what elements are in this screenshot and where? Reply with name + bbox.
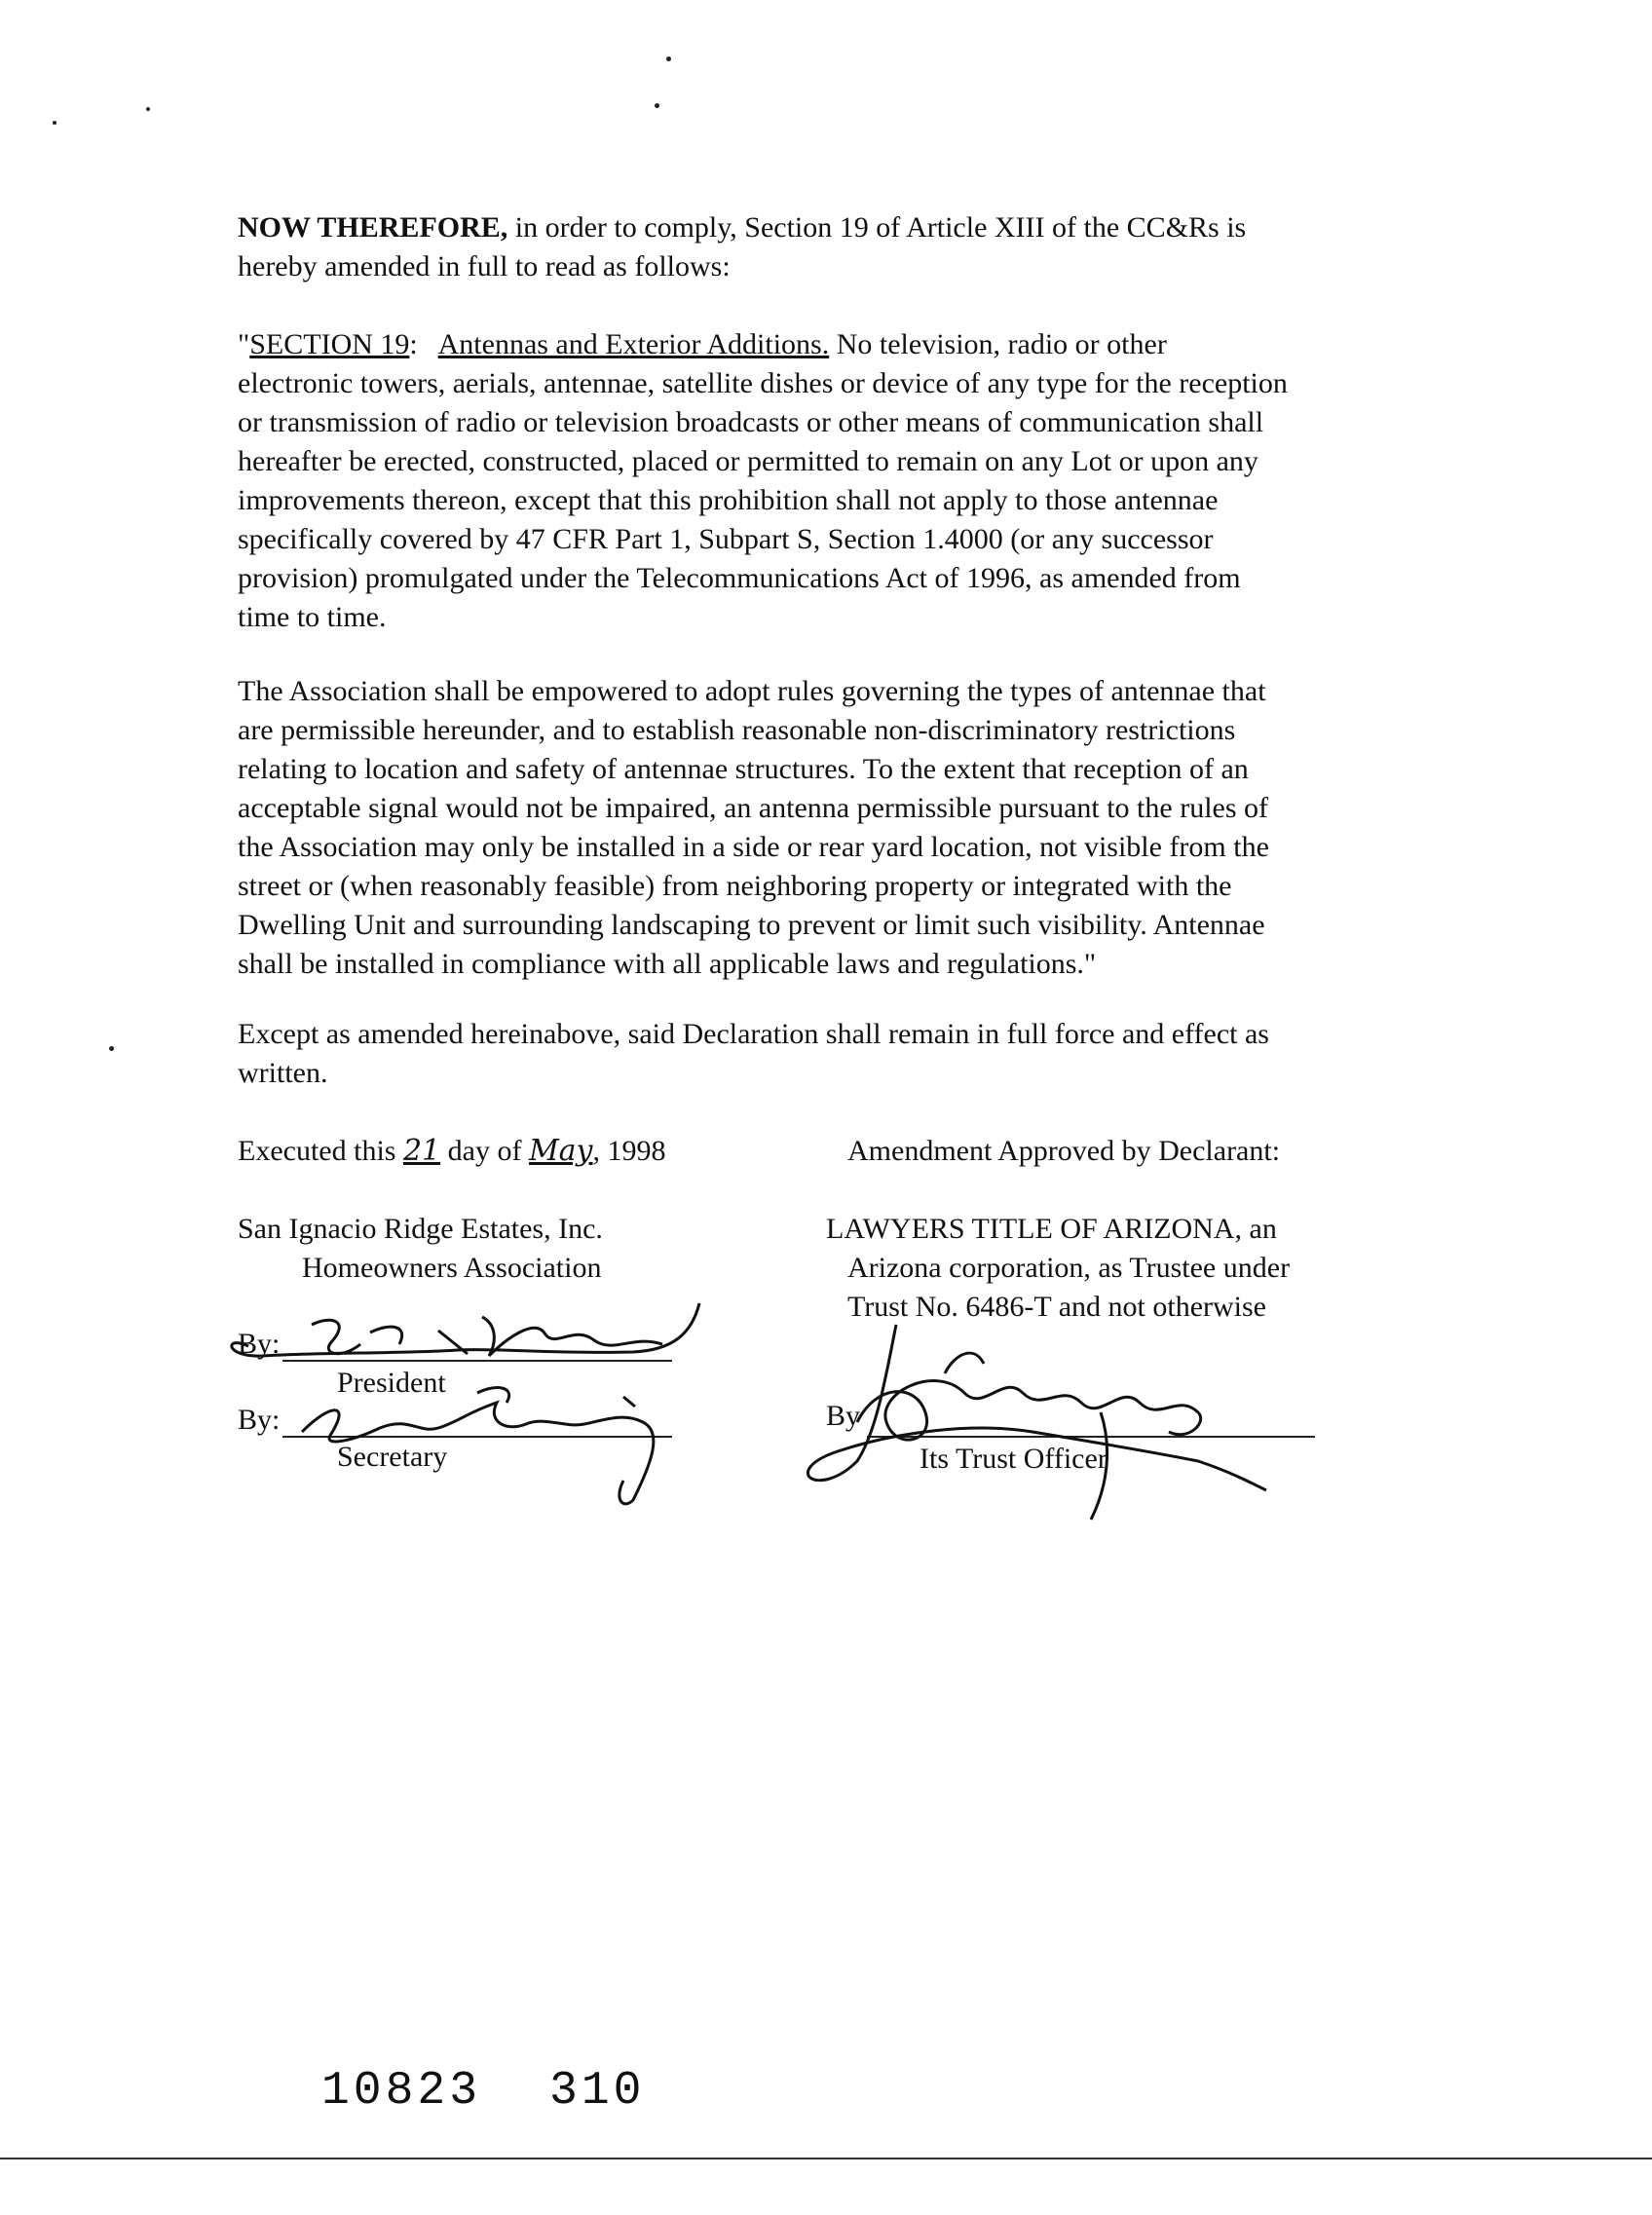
section-19-label: SECTION 19 — [249, 328, 410, 360]
section-19-line: improvements thereon, except that this prohibition shall not apply to those antennae — [238, 484, 1219, 516]
recording-book-number: 10823 — [321, 2065, 482, 2118]
except-paragraph — [238, 1015, 1407, 1093]
right-party-line-3: Trust No. 6486-T and not otherwise — [847, 1291, 1266, 1323]
scan-speck — [53, 121, 56, 125]
left-title-secretary: Secretary — [337, 1441, 448, 1473]
except-line: Except as amended hereinabove, said Declaration shall remain in full force and effect as — [238, 1018, 1269, 1050]
section-19-heading: Antennas and Exterior Additions. — [437, 328, 830, 360]
left-by-label-2: By: — [238, 1404, 281, 1436]
section-19-line: or transmission of radio or television broadcasts or other means of communication shall — [238, 406, 1264, 438]
approved-by-declarant: Amendment Approved by Declarant: — [847, 1135, 1281, 1167]
intro-line-1-text: in order to comply, Section 19 of Article XIII of the CC&Rs is — [507, 211, 1247, 244]
section-19-line: hereafter be erected, constructed, placed or permitted to remain on any Lot or upon any — [238, 445, 1258, 477]
section-19-line: provision) promulgated under the Telecommunications Act of 1996, as amended from — [238, 562, 1241, 594]
execution-middle: day of — [440, 1135, 529, 1167]
secretary-signature — [273, 1373, 711, 1510]
association-line: The Association shall be empowered to adopt rules governing the types of antennae that — [238, 675, 1266, 707]
section-19-line-1-text: No television, radio or other — [829, 328, 1167, 360]
association-line: Dwelling Unit and surrounding landscaping to prevent or limit such visibility. Antennae — [238, 909, 1265, 941]
scan-speck — [146, 107, 150, 111]
left-title-president: President — [337, 1367, 446, 1399]
left-party-org: Homeowners Association — [302, 1252, 602, 1284]
execution-month: May — [528, 1134, 593, 1168]
association-rules-paragraph — [238, 672, 1407, 984]
president-signature — [205, 1295, 711, 1383]
section-19-paragraph — [238, 325, 1407, 637]
intro-line-1 — [238, 208, 1407, 247]
scan-speck — [666, 56, 671, 61]
association-line: shall be installed in compliance with all applicable laws and regulations." — [238, 948, 1097, 980]
section-19-colon: : — [409, 328, 418, 360]
section-19-line: specifically covered by 47 CFR Part 1, Subpart S, Section 1.4000 (or any successor — [238, 523, 1214, 555]
right-title-trust-officer: Its Trust Officer — [920, 1443, 1108, 1475]
association-line: acceptable signal would not be impaired, an antenna permissible pursuant to the rules of — [238, 792, 1269, 824]
right-party-line-2: Arizona corporation, as Trustee under — [847, 1252, 1291, 1284]
execution-suffix: , 1998 — [592, 1135, 666, 1167]
execution-line — [238, 1134, 666, 1169]
association-line: relating to location and safety of antennae structures. To the extent that reception of an — [238, 753, 1249, 785]
left-party-name: San Ignacio Ridge Estates, Inc. — [238, 1213, 603, 1245]
section-19-line-1 — [238, 325, 1407, 364]
execution-prefix: Executed this — [238, 1135, 403, 1167]
except-line: written. — [238, 1057, 328, 1089]
scan-speck — [109, 1046, 114, 1051]
recording-numbers — [321, 2065, 713, 2118]
now-therefore-heading: NOW THEREFORE, — [238, 211, 508, 244]
open-quote: " — [238, 328, 250, 360]
left-by-label-1: By: — [238, 1328, 281, 1360]
section-19-line: electronic towers, aerials, antennae, satellite dishes or device of any type for the reception — [238, 367, 1288, 399]
association-line: the Association may only be installed in a side or rear yard location, not visible from the — [238, 831, 1269, 863]
trust-officer-signature — [779, 1305, 1286, 1529]
association-line: are permissible hereunder, and to establish reasonable non-discriminatory restrictions — [238, 714, 1236, 746]
recording-page-number: 310 — [549, 2065, 646, 2118]
execution-day: 21 — [402, 1134, 441, 1168]
right-by-label: By — [826, 1400, 861, 1432]
right-party-line-1: LAWYERS TITLE OF ARIZONA, an — [826, 1213, 1277, 1245]
section-19-line: time to time. — [238, 601, 387, 633]
intro-line-2: hereby amended in full to read as follows: — [238, 250, 731, 282]
intro-paragraph — [238, 208, 1407, 286]
association-line: street or (when reasonably feasible) from neighboring property or integrated with the — [238, 870, 1232, 902]
bottom-rule — [0, 2158, 1652, 2159]
scan-speck — [655, 103, 659, 108]
